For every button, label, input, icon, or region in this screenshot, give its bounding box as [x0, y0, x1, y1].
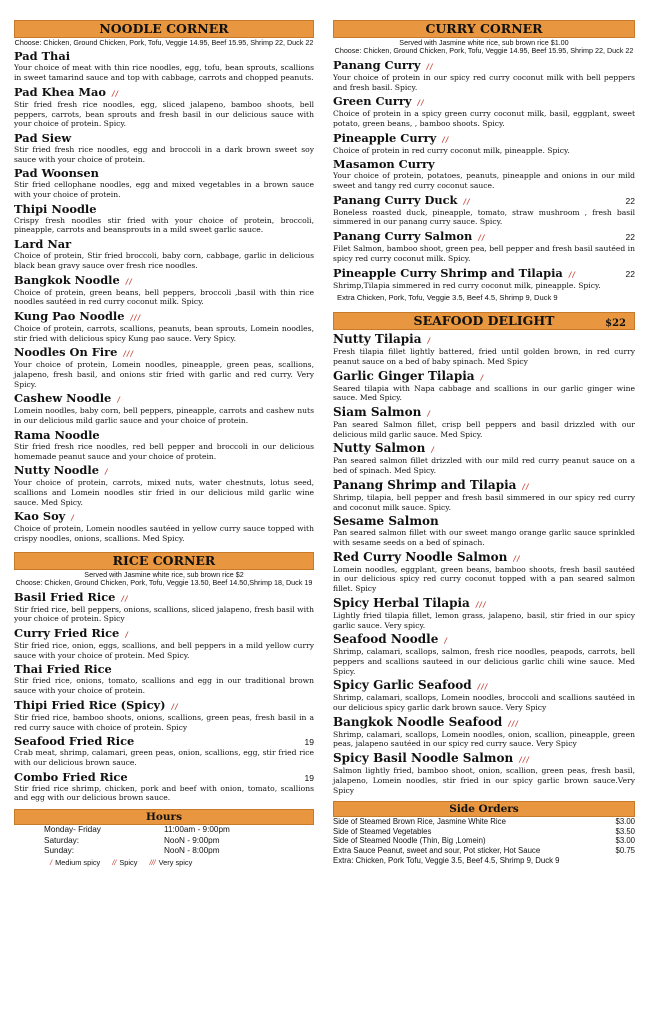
menu-item-name: [14, 167, 314, 180]
menu-item-description: Stir fried rice, onion, eggs, scallions, and bell peppers in a mild yellow curry sauce with your choice of protein. Med Spicy.: [14, 641, 314, 660]
rice-choose: Choose: Chicken, Ground Chicken, Pork, Tofu, Veggie 13.50, Beef 14.50,Shrimp 18, Duck 19: [15, 578, 313, 588]
chili-icon: //: [426, 61, 434, 71]
menu-item-description: Choice of protein in a spicy green curry coconut milk, basil, eggplant, sweet potato, green beans, , bamboo shoots. Spicy.: [333, 109, 635, 128]
menu-item-name: [333, 551, 635, 565]
menu-item-description: Choice of protein, green beans, bell peppers, broccoli ,basil with thin rice noodles sautéed in red curry coconut milk. Spicy.: [14, 287, 314, 307]
hours-row: [14, 836, 314, 847]
menu-item-description: Shrimp, calamari, scallops, salmon, fresh rice noodles, peapods, carrots, bell peppers and scallions sauteed in our delicious garlic chili wine sauce. Med Spicy.: [333, 647, 635, 676]
menu-item-title: Bangkok Noodle: [14, 272, 120, 287]
menu-item-price: 22: [625, 232, 635, 243]
curry-extra-note: Extra Chicken, Pork, Tofu, Veggie 3.5, Beef 4.5, Shrimp 9, Duck 9: [337, 293, 558, 303]
side-order-row: [333, 827, 635, 837]
menu-item-description: Fresh tilapia fillet lightly battered, fried until golden brown, in red curry peanut sauce on a bed of baby spinach. Med Spicy: [333, 347, 635, 366]
menu-item-name: [14, 132, 314, 145]
menu-item-name: [333, 406, 635, 420]
menu-item-name: [333, 95, 635, 109]
menu-item-name: [333, 370, 635, 384]
menu-item: [14, 310, 314, 343]
legend-label: Very spicy: [158, 857, 193, 867]
menu-item-description: Stir fried rice, bell peppers, onions, scallions, sliced jalapeno, fresh basil with your choice of protein. Spicy: [14, 604, 314, 624]
chili-icon: //: [478, 233, 486, 243]
menu-item-name: [333, 679, 635, 693]
menu-item-description: Boneless roasted duck, pineapple, tomato, straw mushroom , fresh basil simmered in our panang curry sauce. Spicy.: [333, 207, 635, 227]
hours-list: [14, 825, 314, 857]
noodle-corner-banner: [14, 20, 314, 38]
menu-item-name: [333, 230, 635, 244]
menu-item-title: Pineapple Curry Shrimp and Tilapia: [333, 265, 563, 280]
menu-item-description: Shrimp, calamari, scallops, Lomein noodles, broccoli and scallions sautéed in our delicious spicy garlic dark brown sauce. Very Spicy: [333, 693, 635, 713]
menu-item-name: [14, 203, 314, 216]
hours-title: Hours: [145, 811, 182, 824]
menu-item-title: Spicy Basil Noodle Salmon: [333, 751, 514, 766]
chili-icon: /: [427, 409, 431, 419]
curry-served: Served with Jasmine white rice, sub brown rice $1.00: [399, 38, 569, 47]
side-order-row: [333, 846, 635, 856]
menu-item-title: Panang Curry: [333, 57, 421, 72]
hours-row: [14, 825, 314, 836]
menu-item-description: Filet Salmon, bamboo shoot, green pea, bell pepper and fresh basil sautéed in spicy red curry coconut milk. Spicy.: [333, 244, 635, 263]
rice-list: [14, 591, 314, 803]
menu-item: [333, 406, 635, 439]
legend-label: Spicy: [119, 857, 138, 867]
menu-item-description: Stir fried fresh rice noodles, egg and broccoli in a dark brown sweet soy sauce with your choice of protein.: [14, 144, 314, 164]
menu-item: [14, 274, 314, 307]
hours-day: Monday- Friday: [44, 825, 101, 835]
menu-item-title: Spicy Garlic Seafood: [333, 678, 472, 693]
menu-item-name: [333, 59, 635, 73]
menu-item: [14, 591, 314, 624]
menu-item: [333, 59, 635, 92]
menu-item-description: Pan seared salmon fillet drizzled with our mild red curry peanut sauce on a bed of spinach. Med Spicy.: [333, 456, 635, 476]
chili-icon: //: [513, 553, 521, 563]
menu-item: [14, 203, 314, 235]
menu-item-title: Seafood Noodle: [333, 632, 439, 647]
left-column: [14, 20, 314, 867]
menu-item-title: Green Curry: [333, 94, 412, 109]
menu-item: [333, 194, 635, 227]
menu-item-title: Red Curry Noodle Salmon: [333, 549, 508, 564]
side-order-price: $0.75: [615, 846, 635, 856]
chili-icon: ///: [477, 682, 489, 692]
menu-item-name: [14, 510, 314, 524]
menu-item-description: Lightly fried tilapia fillet, lemon grass, jalapeno, basil, stir fried in our spicy garlic sauce. Very spicy.: [333, 610, 635, 630]
noodle-corner-title: NOODLE CORNER: [99, 21, 229, 36]
chili-icon: ///: [519, 755, 530, 765]
menu-item: [333, 95, 635, 128]
menu-item-description: Shrimp,Tilapia simmered in red curry coconut milk, pineapple. Spicy.: [333, 280, 601, 290]
menu-item-description: Choice of protein, Lomein noodles sautéed in yellow curry sauce topped with crispy noodles, onions, scallions. Med Spicy.: [14, 524, 314, 544]
menu-item-description: Your choice of protein, potatoes, peanuts, pineapple and onions in our mild sweet and tangy red curry coconut sauce.: [333, 171, 635, 191]
rice-corner-title: RICE CORNER: [112, 552, 216, 568]
menu-item: [14, 86, 314, 129]
menu-item-title: Nutty Noodle: [14, 463, 99, 478]
side-orders-title: Side Orders: [449, 803, 519, 816]
rice-corner-banner: [14, 552, 314, 570]
side-order-label: Side of Steamed Noodle (Thin, Big ,Lomein): [333, 836, 486, 846]
menu-item-description: Stir fried fresh rice noodles, egg, sliced jalapeno, bamboo shoots, bell peppers, carrots, bean sprouts and fresh basil in our delicious sauce with your choice of protein. Spicy.: [14, 99, 314, 129]
side-order-label: Side of Steamed Brown Rice, Jasmine White Rice: [333, 817, 506, 827]
menu-item-title: Pineapple Curry: [333, 130, 437, 145]
menu-item-title: Panang Shrimp and Tilapia: [333, 477, 517, 492]
menu-item-title: Garlic Ginger Tilapia: [333, 368, 475, 383]
seafood-list: [333, 333, 635, 795]
menu-item-title: Lard Nar: [14, 237, 72, 252]
menu-item-name: [14, 392, 314, 406]
chili-icon: //: [442, 134, 450, 144]
menu-item-price: 22: [625, 268, 635, 279]
menu-item-description: Crispy fresh noodles stir fried with your choice of protein, broccoli, pineapple, carrots and beansprouts in a mild sweet garlic sauce.: [14, 215, 314, 235]
menu-item-title: Nutty Tilapia: [333, 332, 422, 347]
menu-item-title: Thai Fried Rice: [14, 662, 112, 677]
curry-corner-title: CURRY CORNER: [425, 21, 543, 36]
seafood-delight-banner: [333, 312, 635, 330]
menu-item-title: Combo Fried Rice: [14, 769, 128, 784]
chili-icon: ///: [130, 312, 142, 322]
menu-item-name: [333, 716, 635, 730]
menu-item-title: Basil Fried Rice: [14, 589, 116, 604]
menu-item: [14, 699, 314, 732]
chili-icon: //: [568, 269, 576, 279]
menu-item: [333, 230, 635, 263]
curry-list: [333, 59, 635, 290]
noodle-choose: Choose: Chicken, Ground Chicken, Pork, Tofu, Veggie 14.95, Beef 15.95, Shrimp 22, Duck 22: [14, 38, 314, 47]
menu-item: [333, 370, 635, 403]
right-column: [333, 20, 635, 865]
menu-item: [14, 510, 314, 543]
menu-item: [14, 346, 314, 389]
hours-time: 11:00am - 9:00pm: [164, 825, 230, 835]
menu-item-title: Bangkok Noodle Seafood: [333, 714, 503, 729]
menu-item-description: Stir fried rice, bamboo shoots, onions, scallions, green peas, fresh basil in a red curry sauce with choice of protein. Spicy: [14, 712, 314, 732]
menu-item-name: [333, 479, 635, 493]
menu-item-name: [14, 464, 314, 478]
chili-icon: ///: [149, 857, 156, 867]
chili-icon: //: [111, 88, 120, 98]
menu-item-title: Kao Soy: [14, 509, 66, 524]
menu-item-title: Rama Noodle: [14, 427, 100, 442]
chili-icon: //: [125, 276, 133, 286]
menu-item-price: 19: [304, 772, 314, 783]
menu-item-description: Lomein noodles, eggplant, green beans, bamboo shoots, fresh basil sautéed in our delicious spicy red curry coconut topped with a pan seared salmon fillet. Spicy: [333, 564, 635, 594]
menu-item-title: Panang Curry Duck: [333, 192, 458, 207]
chili-icon: /: [50, 857, 53, 867]
menu-item: [14, 132, 314, 164]
menu-item: [333, 633, 635, 676]
menu-item-description: Your choice of protein, Lomein noodles, pineapple, green peas, scallions, jalapeno, fresh basil, and onions stir fried with garlic and red curry. Very Spicy.: [14, 360, 314, 389]
menu-item-name: [333, 442, 635, 456]
menu-item-title: Cashew Noodle: [14, 391, 112, 406]
side-orders-banner: [333, 801, 635, 817]
menu-item-title: Nutty Salmon: [333, 441, 426, 456]
menu-item-description: Pan seared Salmon fillet, crisp bell peppers and basil drizzled with our delicious mild garlic sauce. Med Spicy.: [333, 420, 635, 439]
menu-item-title: Noodles On Fire: [14, 345, 118, 360]
menu-item: [14, 663, 314, 695]
chili-icon: /: [71, 513, 75, 523]
menu-item-name: [14, 429, 314, 442]
menu-item-name: [14, 735, 314, 748]
chili-icon: /: [444, 636, 448, 646]
chili-icon: //: [121, 593, 129, 603]
menu-item-title: Seafood Fried Rice: [14, 734, 135, 749]
menu-item-title: Spicy Herbal Tilapia: [333, 595, 470, 610]
legend-entry: [50, 858, 100, 867]
menu-item-description: Stir fried cellophane noodles, egg and mixed vegetables in a brown sauce with your choice of protein.: [14, 180, 314, 200]
menu-item-name: [333, 597, 635, 611]
menu-item: [14, 167, 314, 199]
legend-label: Medium spicy: [55, 857, 101, 867]
menu-item-title: Kung Pao Noodle: [14, 308, 125, 323]
menu-item-description: Salmon lightly fried, bamboo shoot, onion, scallion, green peas, fresh basil, jalapeno, Lomein noodles, stir fried in our spicy garlic brown sauce.Very Spicy: [333, 766, 635, 795]
hours-day: Saturday:: [44, 835, 80, 845]
hours-section: [14, 809, 314, 867]
chili-icon: //: [522, 481, 530, 491]
menu-item-description: Stir fried fresh rice noodles, red bell pepper and broccoli in our delicious homemade peanut sauce and your choice of protein.: [14, 441, 314, 461]
menu-item-price: 19: [304, 737, 314, 748]
menu-item: [333, 267, 635, 291]
chili-icon: //: [171, 701, 179, 711]
menu-item: [333, 479, 635, 512]
menu-item: [333, 158, 635, 190]
side-order-label: Extra Sauce Peanut, sweet and sour, Pot sticker, Hot Sauce: [333, 846, 541, 856]
menu-item-name: [14, 771, 314, 784]
hours-time: NooN - 8:00pm: [164, 846, 220, 856]
side-order-price: $3.00: [615, 836, 635, 846]
menu-item-description: Shrimp, tilapia, bell pepper and fresh basil simmered in our spicy red curry and coconut milk sauce. Spicy.: [333, 492, 635, 512]
menu-item-name: [14, 591, 314, 605]
menu-item: [14, 735, 314, 767]
menu-item-description: Choice of protein, carrots, scallions, peanuts, bean sprouts, Lomein noodles, stir fried with delicious spicy Kung pao sauce. Very Spicy.: [14, 323, 314, 343]
menu-item-description: Crab meat, shrimp, calamari, green peas, onion, scallions, egg, stir fried rice with our delicious brown sauce.: [14, 748, 314, 767]
menu-item-description: Lomein noodles, baby corn, bell peppers, pineapple, carrots and cashew nuts in our delicious mild garlic sauce and your choice of protein.: [14, 406, 314, 426]
menu-item-name: [333, 267, 635, 281]
menu-item-title: Pad Woonsen: [14, 166, 99, 181]
menu-item: [333, 752, 635, 795]
menu-item-name: [333, 515, 635, 528]
chili-icon: ///: [475, 599, 487, 609]
spicy-legend: [14, 858, 314, 867]
menu-item-name: [14, 699, 314, 713]
menu-item: [14, 627, 314, 660]
menu-item-description: Seared tilapia with Napa cabbage and scallions in our garlic ginger wine sauce. Med Spicy.: [333, 383, 635, 403]
menu-item-description: Stir fried rice shrimp, chicken, pork and beef with onion, tomato, scallions and egg with our delicious brown sauce.: [14, 783, 314, 803]
chili-icon: //: [417, 98, 425, 108]
menu-item-title: Pad Thai: [14, 49, 71, 64]
menu-item: [14, 429, 314, 461]
chili-icon: /: [117, 395, 121, 405]
chili-icon: ///: [123, 349, 135, 359]
side-order-row: [333, 817, 635, 827]
menu-item-name: [333, 132, 635, 146]
menu-item-name: [333, 633, 635, 647]
menu-item-description: Your choice of protein, carrots, mixed nuts, water chestnuts, lotus seed, scallions and Lomein noodles stir fried in our delicious mild garlic wine sauce. Med Spicy.: [14, 478, 314, 507]
menu-item-name: [14, 238, 314, 251]
hours-row: [14, 846, 314, 857]
side-order-label: Side of Steamed Vegetables: [333, 826, 432, 836]
menu-item-name: [14, 310, 314, 324]
menu-item-description: Your choice of protein in our spicy red curry coconut milk with bell peppers and fresh basil. Spicy.: [333, 72, 635, 92]
menu-item-name: [333, 333, 635, 347]
menu-item-name: [14, 663, 314, 676]
menu-item-description: Choice of protein in red curry coconut milk, pineapple. Spicy.: [333, 145, 570, 155]
menu-item: [333, 515, 635, 547]
seafood-price: $22: [605, 318, 626, 330]
side-order-row: [333, 836, 635, 846]
chili-icon: /: [431, 445, 435, 455]
chili-icon: //: [463, 196, 471, 206]
menu-item-title: Pad Khea Mao: [14, 84, 106, 99]
menu-item-description: Pan seared salmon fillet with our sweet mango orange garlic sauce sprinkled with sesame seeds on a bed of spinach.: [333, 528, 635, 547]
chili-icon: /: [104, 467, 109, 477]
chili-icon: //: [112, 857, 117, 867]
menu-item-title: Thipi Fried Rice (Spicy): [14, 697, 166, 712]
menu-item: [14, 771, 314, 803]
menu-item-name: [14, 627, 314, 641]
noodle-list: [14, 50, 314, 543]
legend-entry: [149, 858, 192, 867]
menu-item-name: [333, 752, 635, 766]
menu-item: [333, 442, 635, 475]
menu-item-title: Siam Salmon: [333, 405, 422, 420]
menu-item-price: 22: [625, 195, 635, 206]
menu-item-name: [14, 346, 314, 360]
menu-item: [333, 679, 635, 712]
menu-item-name: [14, 50, 314, 63]
chili-icon: /: [125, 630, 129, 640]
menu-item-name: [14, 86, 314, 100]
menu-item-name: [333, 158, 635, 171]
menu-item: [14, 464, 314, 507]
side-order-label: Extra: Chicken, Pork Tofu, Veggie 3.5, Beef 4.5, Shrimp 9, Duck 9: [333, 855, 560, 865]
side-order-row: [333, 856, 635, 866]
menu-item: [333, 716, 635, 749]
seafood-delight-title: SEAFOOD DELIGHT: [413, 313, 555, 329]
hours-time: NooN - 9:00pm: [164, 835, 220, 845]
menu-item: [333, 551, 635, 594]
chili-icon: /: [427, 336, 432, 346]
side-order-price: $3.00: [615, 817, 635, 827]
hours-day: Sunday:: [44, 846, 75, 856]
menu-item: [333, 597, 635, 630]
menu-item-description: Shrimp, calamari, scallops, Lomein noodles, onion, scallion, pineapple, green peas, jalapeno sautéed in our spicy red curry sauce. Very Spicy: [333, 729, 635, 749]
side-order-price: $3.50: [615, 826, 635, 836]
menu-item-title: Panang Curry Salmon: [333, 229, 473, 244]
menu-item: [333, 333, 635, 366]
menu-item-title: Sesame Salmon: [333, 514, 439, 529]
menu-item: [14, 238, 314, 270]
menu-item-name: [333, 194, 635, 208]
chili-icon: ///: [508, 718, 519, 728]
menu-item-description: Stir fried rice, onions, tomato, scallions and egg in our traditional brown sauce with your choice of protein.: [14, 676, 314, 696]
menu-item-title: Thipi Noodle: [14, 201, 97, 216]
curry-choose: Choose: Chicken, Ground Chicken, Pork, Tofu, Veggie 14.95, Beef 15.95, Shrimp 22, Duck 22: [334, 46, 634, 56]
chili-icon: /: [480, 372, 485, 382]
rice-served: Served with Jasmine white rice, sub brown rice $2: [84, 569, 244, 579]
menu-item: [333, 132, 635, 156]
legend-entry: [112, 858, 137, 867]
menu-item-title: Pad Siew: [14, 130, 72, 145]
hours-banner: [14, 809, 314, 825]
side-orders-list: [333, 817, 635, 865]
menu-item-title: Masamon Curry: [333, 157, 435, 172]
curry-corner-banner: [333, 20, 635, 38]
menu-item: [14, 50, 314, 82]
menu-item-description: Your choice of meat with thin rice noodles, egg, tofu, bean sprouts, scallions in sweet tamarind sauce and top with cabbage, carrots and chopped peanuts.: [14, 63, 314, 83]
menu-item-name: [14, 274, 314, 288]
menu-item-description: Choice of protein, Stir fried broccoli, baby corn, cabbage, garlic in delicious black bean gravy sauce over fresh rice noodles.: [14, 251, 314, 270]
menu-item: [14, 392, 314, 425]
menu-item-title: Curry Fried Rice: [14, 626, 120, 641]
